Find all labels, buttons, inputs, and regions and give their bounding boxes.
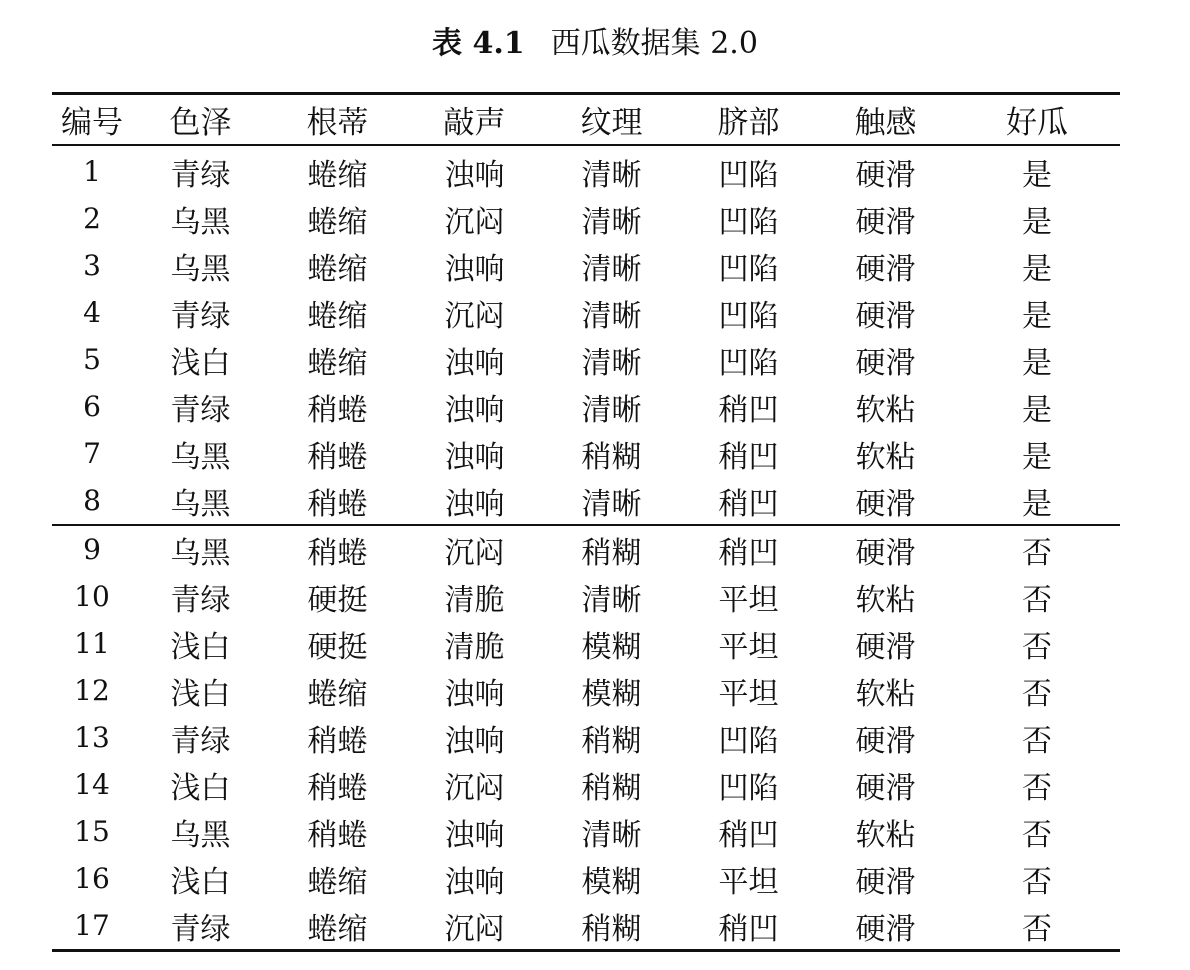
cell-root: 稍蜷	[307, 770, 368, 806]
cell-navel: 稍凹	[680, 525, 817, 573]
cell-navel: 凹陷	[718, 770, 779, 806]
cell-good-melon: 否	[1022, 723, 1052, 759]
cell-touch: 软粘	[855, 582, 916, 618]
cell-navel: 稍凹	[718, 392, 779, 428]
cell-texture: 清晰	[581, 582, 642, 618]
cell-good-melon: 是	[1022, 486, 1052, 522]
table-row	[52, 902, 1120, 951]
cell-touch: 硬滑	[855, 770, 916, 806]
cell-good-melon: 是	[1022, 251, 1052, 287]
cell-sound: 浊响	[444, 486, 505, 522]
table-caption	[0, 22, 1190, 66]
cell-color: 乌黑	[170, 486, 231, 522]
cell-root: 稍蜷	[307, 392, 368, 428]
cell-texture: 模糊	[581, 864, 642, 900]
cell-touch: 硬滑	[855, 157, 916, 193]
cell-good-melon: 是	[1022, 204, 1052, 240]
cell-sound: 浊响	[444, 676, 505, 712]
cell-color: 乌黑	[132, 525, 269, 573]
cell-sound: 浊响	[444, 392, 505, 428]
cell-texture: 清晰	[581, 204, 642, 240]
cell-touch: 硬滑	[855, 298, 916, 334]
cell-sound: 浊响	[444, 439, 505, 475]
cell-touch: 软粘	[855, 817, 916, 853]
cell-sound: 沉闷	[444, 911, 505, 947]
cell-texture: 清晰	[581, 298, 642, 334]
header-row	[52, 94, 1120, 146]
header-good-melon: 好瓜	[1006, 105, 1068, 141]
cell-texture: 清晰	[581, 392, 642, 428]
cell-sound: 浊响	[444, 723, 505, 759]
cell-texture: 稍糊	[581, 911, 642, 947]
cell-navel: 凹陷	[718, 251, 779, 287]
table-row	[52, 383, 1120, 430]
cell-color: 乌黑	[170, 204, 231, 240]
header-color: 色泽	[169, 105, 232, 141]
cell-color: 青绿	[170, 911, 231, 947]
cell-navel: 平坦	[718, 582, 779, 618]
cell-sound: 沉闷	[444, 770, 505, 806]
cell-id: 10	[74, 580, 110, 613]
cell-id: 1	[83, 155, 101, 188]
cell-sound: 沉闷	[406, 525, 543, 573]
cell-color: 浅白	[170, 345, 231, 381]
table-row	[52, 242, 1120, 289]
caption-label: 表 4.1	[432, 26, 525, 61]
cell-touch: 硬滑	[855, 251, 916, 287]
watermelon-dataset-table-container	[52, 92, 1120, 952]
cell-root: 蜷缩	[307, 251, 368, 287]
cell-good-melon: 否	[1022, 911, 1052, 947]
cell-sound: 浊响	[444, 157, 505, 193]
cell-navel: 凹陷	[718, 157, 779, 193]
cell-root: 蜷缩	[307, 204, 368, 240]
cell-color: 浅白	[170, 770, 231, 806]
cell-sound: 清脆	[444, 582, 505, 618]
table-row	[52, 808, 1120, 855]
cell-color: 青绿	[170, 582, 231, 618]
cell-sound: 浊响	[444, 251, 505, 287]
cell-texture: 清晰	[581, 157, 642, 193]
cell-navel: 凹陷	[718, 298, 779, 334]
cell-color: 浅白	[170, 676, 231, 712]
cell-id: 6	[83, 390, 101, 423]
cell-root: 稍蜷	[269, 525, 406, 573]
cell-texture: 模糊	[581, 676, 642, 712]
cell-good-melon: 否	[1022, 864, 1052, 900]
cell-id: 16	[74, 862, 110, 895]
cell-navel: 稍凹	[718, 439, 779, 475]
cell-navel: 稍凹	[718, 486, 779, 522]
watermelon-dataset-table	[52, 92, 1120, 952]
cell-texture: 稍糊	[581, 723, 642, 759]
cell-id: 7	[83, 437, 101, 470]
table-header	[52, 94, 1120, 146]
cell-touch: 硬滑	[855, 911, 916, 947]
cell-touch: 软粘	[855, 676, 916, 712]
cell-sound: 沉闷	[444, 204, 505, 240]
cell-navel: 凹陷	[718, 204, 779, 240]
cell-root: 硬挺	[307, 629, 368, 665]
table-row	[52, 430, 1120, 477]
table-row	[52, 195, 1120, 242]
cell-texture: 清晰	[581, 251, 642, 287]
cell-touch: 软粘	[855, 392, 916, 428]
cell-touch: 硬滑	[855, 204, 916, 240]
cell-good-melon: 否	[1022, 629, 1052, 665]
cell-good-melon: 否	[1022, 582, 1052, 618]
cell-root: 稍蜷	[307, 723, 368, 759]
table-row	[52, 855, 1120, 902]
cell-id: 15	[74, 815, 110, 848]
cell-navel: 凹陷	[718, 345, 779, 381]
cell-texture: 稍糊	[581, 770, 642, 806]
cell-sound: 浊响	[444, 345, 505, 381]
cell-navel: 平坦	[718, 676, 779, 712]
cell-touch: 硬滑	[855, 486, 916, 522]
cell-id: 11	[74, 627, 110, 660]
table-row	[52, 667, 1120, 714]
cell-id: 2	[83, 202, 101, 235]
cell-color: 乌黑	[170, 251, 231, 287]
table-row	[52, 620, 1120, 667]
cell-navel: 稍凹	[718, 817, 779, 853]
header-root: 根蒂	[306, 105, 369, 141]
cell-good-melon: 否	[1022, 817, 1052, 853]
cell-sound: 沉闷	[444, 298, 505, 334]
cell-root: 蜷缩	[307, 298, 368, 334]
cell-touch: 硬滑	[855, 345, 916, 381]
cell-sound: 浊响	[444, 864, 505, 900]
cell-id: 13	[74, 721, 110, 754]
header-texture: 纹理	[580, 105, 643, 141]
cell-navel: 平坦	[718, 864, 779, 900]
cell-touch: 软粘	[855, 439, 916, 475]
cell-id: 17	[74, 909, 110, 942]
cell-id: 12	[74, 674, 110, 707]
cell-texture: 稍糊	[581, 439, 642, 475]
cell-id: 9	[52, 525, 132, 573]
cell-touch: 硬滑	[855, 864, 916, 900]
cell-color: 浅白	[170, 629, 231, 665]
header-id: 编号	[61, 105, 123, 141]
table-row	[52, 714, 1120, 761]
cell-good-melon: 是	[1022, 298, 1052, 334]
cell-color: 乌黑	[170, 439, 231, 475]
cell-sound: 浊响	[444, 817, 505, 853]
cell-texture: 清晰	[581, 817, 642, 853]
cell-good-melon: 是	[1022, 345, 1052, 381]
cell-touch: 硬滑	[855, 723, 916, 759]
table-row	[52, 145, 1120, 195]
cell-good-melon: 是	[1022, 392, 1052, 428]
table-body	[52, 145, 1120, 951]
cell-color: 青绿	[170, 157, 231, 193]
cell-id: 8	[83, 484, 101, 517]
cell-sound: 清脆	[444, 629, 505, 665]
cell-navel: 稍凹	[718, 911, 779, 947]
cell-texture: 模糊	[581, 629, 642, 665]
cell-id: 14	[74, 768, 110, 801]
cell-good-melon: 否	[1022, 770, 1052, 806]
cell-color: 青绿	[170, 298, 231, 334]
cell-root: 蜷缩	[307, 345, 368, 381]
cell-touch: 硬滑	[855, 629, 916, 665]
cell-id: 3	[83, 249, 101, 282]
cell-root: 蜷缩	[307, 157, 368, 193]
cell-touch: 硬滑	[817, 525, 954, 573]
table-row	[52, 525, 1120, 573]
cell-root: 硬挺	[307, 582, 368, 618]
cell-good-melon: 否	[954, 525, 1120, 573]
cell-navel: 平坦	[718, 629, 779, 665]
table-row	[52, 336, 1120, 383]
cell-root: 稍蜷	[307, 817, 368, 853]
cell-root: 稍蜷	[307, 439, 368, 475]
header-touch: 触感	[854, 105, 917, 141]
cell-texture: 稍糊	[543, 525, 680, 573]
cell-id: 4	[83, 296, 101, 329]
cell-color: 青绿	[170, 723, 231, 759]
cell-id: 5	[83, 343, 101, 376]
header-sound: 敲声	[443, 105, 506, 141]
caption-title: 西瓜数据集 2.0	[550, 26, 758, 61]
cell-good-melon: 否	[1022, 676, 1052, 712]
cell-good-melon: 是	[1022, 157, 1052, 193]
cell-root: 蜷缩	[307, 676, 368, 712]
cell-texture: 清晰	[581, 486, 642, 522]
cell-root: 稍蜷	[307, 486, 368, 522]
table-row	[52, 573, 1120, 620]
table-row	[52, 289, 1120, 336]
cell-color: 浅白	[170, 864, 231, 900]
cell-texture: 清晰	[581, 345, 642, 381]
table-row	[52, 761, 1120, 808]
header-navel: 脐部	[717, 105, 780, 141]
cell-color: 青绿	[170, 392, 231, 428]
cell-color: 乌黑	[170, 817, 231, 853]
cell-root: 蜷缩	[307, 911, 368, 947]
cell-root: 蜷缩	[307, 864, 368, 900]
cell-navel: 凹陷	[718, 723, 779, 759]
cell-good-melon: 是	[1022, 439, 1052, 475]
table-row	[52, 477, 1120, 525]
